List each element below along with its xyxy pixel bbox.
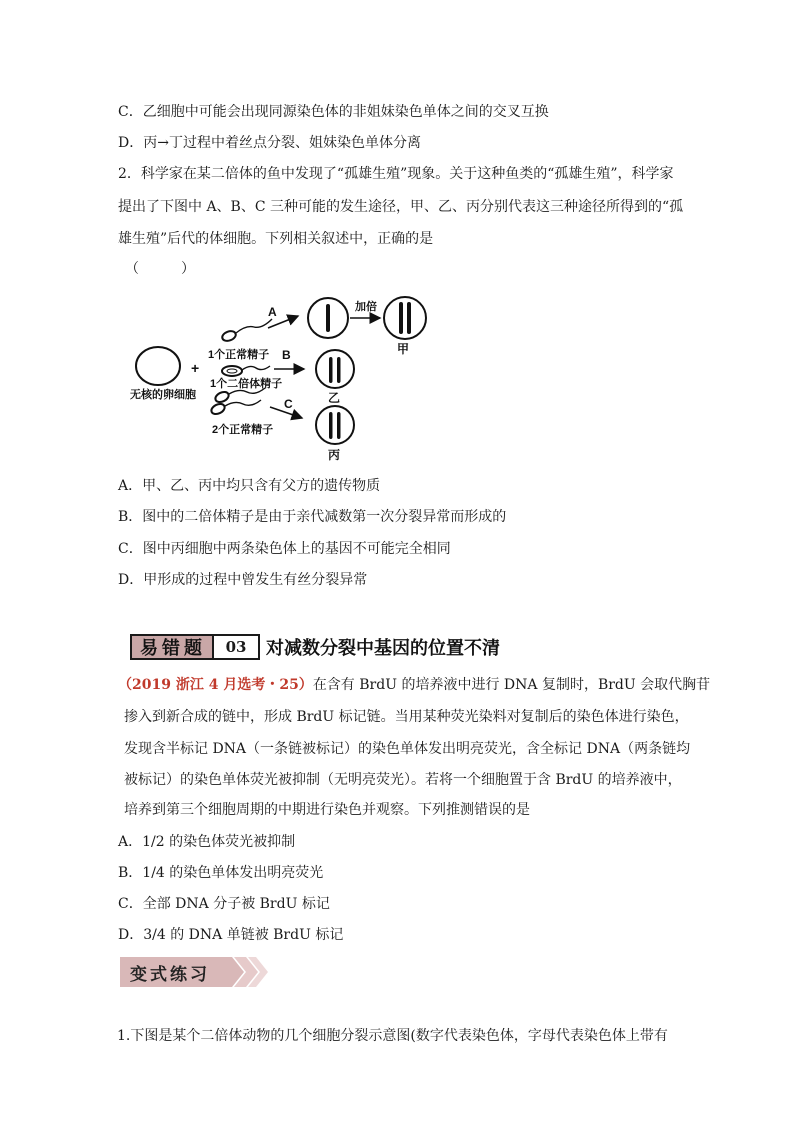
section-tag: 易错题 <box>130 634 214 660</box>
chromosome-yi-2 <box>337 357 341 383</box>
q3-option-c: C．全部 DNA 分子被 BrdU 标记 <box>118 896 330 912</box>
q1-option-c: C．乙细胞中可能会出现同源染色体的非姐妹染色单体之间的交叉互换 <box>118 104 549 120</box>
q2-option-a: A．甲、乙、丙中均只含有父方的遗传物质 <box>118 478 381 494</box>
section-number: 03 <box>214 634 260 660</box>
chromosome-jia-1 <box>399 302 403 334</box>
variant-practice-banner <box>120 957 270 987</box>
route-c-label: C <box>284 397 293 411</box>
q2-answer-paren: （ ） <box>125 261 195 277</box>
q2-option-c: C．图中丙细胞中两条染色体上的基因不可能完全相同 <box>118 541 451 557</box>
sperm-2-tail <box>242 366 270 370</box>
q3-stem-line1 <box>118 675 710 695</box>
q3-stem-line3: 发现含半标记 DNA（一条链被标记）的染色单体发出明亮荧光，含全标记 DNA（两条链均 <box>124 741 691 757</box>
cell-yi <box>316 350 354 388</box>
q2-stem-line1: 2．科学家在某二倍体的鱼中发现了“孤雄生殖”现象。关于这种鱼类的“孤雄生殖”，科学家 <box>118 166 674 182</box>
q3-stem-text: 在含有 BrdU 的培养液中进行 DNA 复制时，BrdU 会取代胸苷 <box>312 677 711 693</box>
q3-stem-line5: 培养到第三个细胞周期的中期进行染色并观察。下列推测错误的是 <box>124 802 530 818</box>
sperm-3b-tail <box>225 400 261 406</box>
sperm-2-label: 1个二倍体精子 <box>210 378 283 390</box>
egg-cell-shape <box>136 347 180 385</box>
route-a-label: A <box>268 305 277 319</box>
variant-label: 变式练习 <box>130 965 210 984</box>
chromosome-yi-1 <box>329 357 333 383</box>
egg-label: 无核的卵细胞 <box>130 389 196 401</box>
q3-option-b: B．1/4 的染色单体发出明亮荧光 <box>118 865 324 881</box>
cell-jia <box>384 297 426 339</box>
q2-option-b: B．图中的二倍体精子是由于亲代减数第一次分裂异常而形成的 <box>118 509 507 525</box>
section-banner <box>130 632 500 662</box>
q2-stem-line3: 雄生殖”后代的体细胞。下列相关叙述中，正确的是 <box>118 231 434 247</box>
sperm-1-label: 1个正常精子 <box>208 349 270 361</box>
section-title: 对减数分裂中基因的位置不清 <box>266 638 500 659</box>
q3-stem-line4: 被标记）的染色单体荧光被抑制（无明亮荧光）。若将一个细胞置于含 BrdU 的培养液中， <box>124 772 682 788</box>
sperm-3-label: 2个正常精子 <box>212 424 274 436</box>
cell-bing <box>316 406 354 444</box>
q2-stem-line2: 提出了下图中 A、B、C 三种可能的发生途径，甲、乙、丙分别代表这三种途径所得到的“孤 <box>118 199 684 215</box>
sperm-2-head-inner <box>227 369 237 373</box>
q3-option-a: A．1/2 的染色体荧光被抑制 <box>118 834 296 850</box>
cell-bing-label: 丙 <box>328 448 341 462</box>
double-label: 加倍 <box>355 301 377 313</box>
q1-option-d: D．丙→丁过程中着丝点分裂、姐妹染色单体分离 <box>118 135 421 151</box>
cell-jia-label: 甲 <box>397 342 410 356</box>
sperm-1-tail <box>236 319 272 333</box>
q2-option-d: D．甲形成的过程中曾发生有丝分裂异常 <box>118 572 368 588</box>
q3-option-d: D．3/4 的 DNA 单链被 BrdU 标记 <box>118 927 344 943</box>
sperm-3b-head <box>210 402 226 416</box>
sperm-2-head <box>222 366 242 376</box>
plus-sign: + <box>191 360 200 376</box>
chromosome-pre <box>326 304 330 332</box>
route-b-label: B <box>282 348 291 362</box>
chromosome-bing-1 <box>329 412 333 439</box>
cell-yi-label: 乙 <box>328 391 341 405</box>
sperm-1-head <box>221 329 237 342</box>
q4-stem-line1: 1.下图是某个二倍体动物的几个细胞分裂示意图(数字代表染色体，字母代表染色体上带有 <box>117 1028 668 1044</box>
chromosome-bing-2 <box>337 412 341 439</box>
chromosome-jia-2 <box>407 302 411 334</box>
q3-stem-line2: 掺入到新合成的链中，形成 BrdU 标记链。当用某种荧光染料对复制后的染色体进行染色， <box>124 709 689 725</box>
q3-source: （2019 浙江 4 月选考・25） <box>118 677 313 693</box>
sperm-3a-head <box>214 390 230 404</box>
